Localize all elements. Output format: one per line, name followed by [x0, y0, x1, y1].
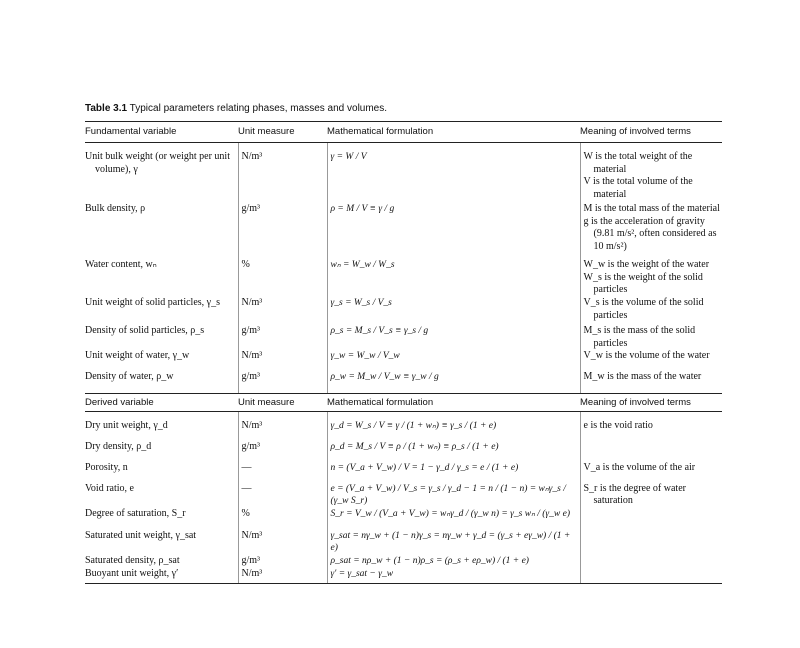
header-fundamental-variable: Fundamental variable [85, 122, 238, 143]
formula-cell: ρ_w = M_w / V_w ≡ γ_w / g [327, 371, 580, 393]
meaning-line: M_s is the mass of the solid particles [583, 325, 696, 349]
meaning-line: V_w is the volume of the water [583, 350, 710, 361]
meaning-cell [580, 441, 722, 462]
meaning-line: e is the void ratio [583, 419, 653, 431]
unit-cell: N/m³ [238, 151, 327, 203]
variable-cell: Porosity, n [85, 461, 128, 473]
meaning-line: V_a is the volume of the air [583, 461, 696, 473]
table-row [85, 530, 722, 555]
header-meaning: Meaning of involved terms [580, 393, 722, 411]
meaning-line: V_s is the volume of the solid particles [583, 297, 704, 321]
variable-cell: Density of solid particles, ρ_s [85, 325, 205, 336]
formula-cell: n = (V_a + V_w) / V = 1 − γ_d / γ_s = e / (1 + e) [327, 462, 580, 483]
parameters-table [85, 121, 722, 584]
unit-cell: % [238, 508, 327, 530]
table-row [85, 371, 722, 393]
formula-cell: γ′ = γ_sat − γ_w [327, 568, 580, 584]
caption-text: Typical parameters relating phases, masses and volumes. [129, 103, 388, 114]
variable-cell: Density of water, ρ_w [85, 371, 238, 393]
formula-cell: ρ_d = M_s / V ≡ ρ / (1 + wₙ) ≡ ρ_s / (1 + e) [327, 441, 580, 462]
formula-cell: γ_w = W_w / V_w [327, 350, 580, 371]
meaning-cell [580, 371, 722, 393]
fundamental-header-row [85, 122, 722, 143]
meaning-cell [580, 420, 722, 441]
table-row [85, 441, 722, 462]
formula-cell: γ_sat = nγ_w + (1 − n)γ_s = nγ_w + γ_d = (γ_s + eγ_w) / (1 + e) [327, 530, 580, 555]
unit-cell: g/m³ [238, 441, 327, 462]
unit-cell: N/m³ [238, 350, 327, 371]
formula-cell: ρ_s = M_s / V_s ≡ γ_s / g [327, 325, 580, 350]
meaning-cell [580, 297, 722, 325]
variable-cell: Water content, wₙ [85, 259, 157, 270]
table-caption [85, 103, 387, 114]
header-unit-measure: Unit measure [238, 393, 327, 411]
header-meaning: Meaning of involved terms [580, 122, 722, 143]
table-row [85, 483, 722, 508]
table-row [85, 259, 722, 297]
table-row [85, 508, 722, 530]
table-row [85, 203, 722, 259]
unit-cell: g/m³ [238, 203, 327, 259]
unit-cell: — [238, 483, 327, 508]
table-row [85, 151, 722, 203]
meaning-line: g is the acceleration of gravity (9.81 m/s², often considered as 10 m/s²) [583, 215, 717, 252]
variable-cell: Void ratio, e [85, 482, 134, 494]
formula-cell: ρ_sat = nρ_w + (1 − n)ρ_s = (ρ_s + eρ_w) / (1 + e) [327, 555, 580, 568]
variable-cell: Degree of saturation, S_r [85, 507, 186, 519]
variable-cell: Saturated density, ρ_sat [85, 554, 180, 566]
meaning-line: V is the total volume of the material [583, 176, 693, 200]
unit-cell: N/m³ [238, 420, 327, 441]
formula-cell: γ_s = W_s / V_s [327, 297, 580, 325]
unit-cell: N/m³ [238, 568, 327, 584]
variable-cell: Unit bulk weight (or weight per unit volume), γ [85, 151, 230, 175]
formula-cell: γ = W / V [327, 151, 580, 203]
meaning-line: S_r is the degree of water saturation [583, 482, 686, 506]
formula-cell: ρ = M / V ≡ γ / g [327, 203, 580, 259]
meaning-cell [580, 259, 722, 297]
meaning-cell [580, 325, 722, 350]
unit-cell: % [238, 259, 327, 297]
meaning-line: W_w is the weight of the water [583, 259, 710, 270]
meaning-cell [580, 508, 722, 530]
meaning-cell [580, 555, 722, 568]
meaning-line: W is the total weight of the material [583, 151, 693, 175]
meaning-line: M_w is the mass of the water [583, 371, 702, 382]
table-row [85, 568, 722, 584]
variable-cell: Dry density, ρ_d [85, 440, 152, 452]
meaning-cell [580, 203, 722, 259]
table-row [85, 420, 722, 441]
meaning-cell [580, 151, 722, 203]
meaning-line: M is the total mass of the material [583, 203, 720, 214]
table-row [85, 555, 722, 568]
formula-cell: S_r = V_w / (V_a + V_w) = wₙγ_d / (γ_w n) = γ_s wₙ / (γ_w e) [327, 508, 580, 530]
meaning-cell [580, 483, 722, 508]
variable-cell: Bulk density, ρ [85, 203, 146, 214]
header-unit-measure: Unit measure [238, 122, 327, 143]
header-derived-variable: Derived variable [85, 393, 238, 411]
unit-cell: N/m³ [238, 530, 327, 555]
variable-cell: Unit weight of solid particles, γ_s [85, 297, 220, 308]
meaning-cell [580, 350, 722, 371]
formula-cell: wₙ = W_w / W_s [327, 259, 580, 297]
table-row [85, 297, 722, 325]
table-row [85, 325, 722, 350]
unit-cell: g/m³ [238, 371, 327, 393]
variable-cell: Saturated unit weight, γ_sat [85, 529, 197, 541]
unit-cell: — [238, 462, 327, 483]
variable-cell: Buoyant unit weight, γ′ [85, 568, 238, 584]
header-math-formulation: Mathematical formulation [327, 122, 580, 143]
formula-cell: γ_d = W_s / V ≡ γ / (1 + wₙ) ≡ γ_s / (1 + e) [327, 420, 580, 441]
variable-cell: Unit weight of water, γ_w [85, 350, 190, 361]
caption-label: Table 3.1 [85, 103, 128, 114]
meaning-cell [580, 568, 722, 584]
formula-cell: e = (V_a + V_w) / V_s = γ_s / γ_d − 1 = n / (1 − n) = wₙγ_s / (γ_w S_r) [327, 483, 580, 508]
header-math-formulation: Mathematical formulation [327, 393, 580, 411]
unit-cell: N/m³ [238, 297, 327, 325]
table-row [85, 350, 722, 371]
unit-cell: g/m³ [238, 325, 327, 350]
table-row [85, 462, 722, 483]
unit-cell: g/m³ [238, 555, 327, 568]
variable-cell: Dry unit weight, γ_d [85, 419, 168, 431]
meaning-line: W_s is the weight of the solid particles [583, 271, 703, 295]
meaning-cell [580, 530, 722, 555]
derived-header-row [85, 393, 722, 411]
meaning-cell [580, 462, 722, 483]
